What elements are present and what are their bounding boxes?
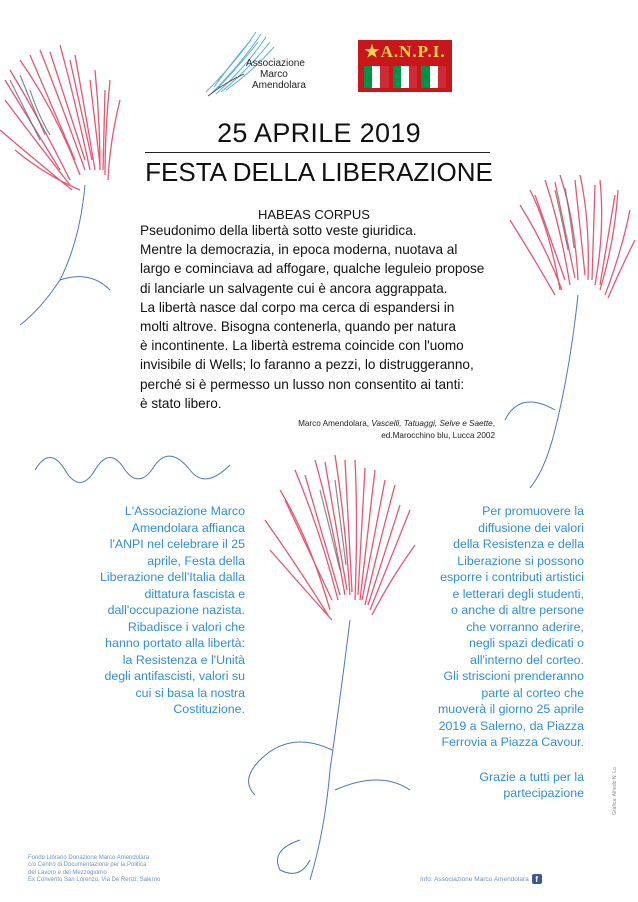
anpi-logo bbox=[358, 40, 452, 92]
left-line: Amendolara affianca bbox=[131, 520, 245, 535]
assoc-line-2: Marco bbox=[260, 69, 288, 80]
poem-line: è stato libero. bbox=[140, 395, 222, 411]
italian-flag-icon bbox=[364, 66, 389, 88]
poem-line: largo e cominciava ad affogare, qualche leguleio propose bbox=[140, 261, 485, 277]
right-line: 2019 a Salerno, da Piazza bbox=[438, 718, 584, 733]
left-line: dittatura fascista e bbox=[144, 586, 245, 601]
footer-line: del Lavoro e del Mezzogiorno bbox=[28, 869, 107, 876]
right-line: Gli striscioni prenderanno bbox=[443, 669, 584, 683]
right-line: Ferrovia a Piazza Cavour. bbox=[441, 735, 584, 749]
poem-line: Pseudonimo della libertà sotto veste giuridica. bbox=[140, 223, 417, 238]
right-line: muoverà il giorno 25 aprile bbox=[437, 702, 584, 716]
left-line: L'Associazione Marco bbox=[124, 504, 245, 518]
poem-line: di lanciarle un salvagente cui è ancora aggrappata. bbox=[140, 280, 448, 296]
assoc-line-1: Associazione bbox=[246, 58, 305, 69]
title-divider bbox=[145, 152, 490, 153]
poem-heading: HABEAS CORPUS bbox=[258, 207, 370, 222]
right-line: all'interno del corteo. bbox=[470, 652, 584, 667]
assoc-line-3: Amendolara bbox=[252, 80, 306, 91]
poem-line: invisibile di Wells; lo faranno a pezzi, lo distruggeranno, bbox=[140, 357, 474, 373]
left-line: degli antifascisti, valori su bbox=[104, 669, 245, 683]
right-line: Per promuovere la bbox=[482, 504, 584, 518]
poem-line: La libertà nasce dal corpo ma cerca di espandersi in bbox=[140, 299, 455, 315]
thanks-line: Grazie a tutti per la bbox=[479, 769, 584, 784]
left-line: dall'occupazione nazista. bbox=[107, 603, 245, 617]
right-line: negli spazi dedicati o bbox=[468, 636, 584, 650]
facebook-icon[interactable]: f bbox=[532, 874, 542, 884]
credit-vertical-text: Grafica: Alfredo N. Lo bbox=[612, 767, 618, 815]
scribble-left bbox=[30, 440, 240, 500]
left-line: Costituzione. bbox=[173, 702, 245, 716]
footer-line: Fondo Librario Donazione Marco Amendolara bbox=[28, 855, 150, 861]
poem-body bbox=[140, 221, 500, 413]
left-line: l'ANPI nel celebrare il 25 bbox=[109, 537, 245, 551]
italian-flag-icon bbox=[393, 66, 418, 88]
left-line: Liberazione dell'Italia dalla bbox=[100, 570, 245, 584]
right-line: che vorranno aderire, bbox=[466, 619, 584, 634]
title-date: 25 APRILE 2019 bbox=[217, 118, 421, 148]
italian-flag-icon bbox=[421, 66, 446, 88]
left-line: Ribadisce i valori che bbox=[127, 619, 245, 634]
title-event: FESTA DELLA LIBERAZIONE bbox=[145, 157, 493, 187]
associazione-logo-text bbox=[246, 58, 306, 91]
footer-address bbox=[28, 855, 160, 885]
footer-line: c/o Centro di Documentazione per la Politica bbox=[28, 862, 147, 869]
right-line: o anche di altre persone bbox=[451, 603, 584, 617]
left-line: la Resistenza e l'Unità bbox=[122, 652, 245, 667]
citation-works: Vascelli, Tatuaggi, Selve e Saette bbox=[371, 419, 493, 428]
footer-line: Ex Convento San Lorenzo, Via De Renzi, Salerno bbox=[28, 877, 161, 884]
anpi-flags bbox=[364, 66, 446, 88]
right-line: esporre i contributi artistici bbox=[440, 570, 584, 584]
poem-line: perché si è permesso un lusso non consentito ai tanti: bbox=[140, 376, 465, 392]
right-line: Liberazione si possono bbox=[457, 553, 584, 568]
poem-line: molti altrove. Bisogna contenerla, quando per natura bbox=[140, 319, 456, 335]
footer-info bbox=[420, 874, 542, 884]
poem-line: Mentre la democrazia, in epoca moderna, nuotava al bbox=[140, 242, 458, 258]
citation-line-2: ed.Marocchino blu, Lucca 2002 bbox=[381, 431, 495, 440]
right-column-text bbox=[404, 503, 584, 802]
left-column-text bbox=[40, 503, 245, 718]
anpi-label: ★A.N.P.I. bbox=[364, 42, 446, 61]
poem-citation bbox=[250, 418, 495, 442]
right-line: parte al corteo che bbox=[481, 685, 584, 700]
flower-right bbox=[500, 170, 638, 490]
left-line: aprile, Festa della bbox=[147, 553, 245, 568]
footer-info-text: Info: Associazione Marco Amendolara bbox=[420, 875, 529, 883]
right-line: della Resistenza e della bbox=[453, 537, 584, 551]
left-line: cui si basa la nostra bbox=[135, 685, 245, 700]
left-line: hanno portato alla libertà: bbox=[105, 636, 245, 650]
citation-author: Marco Amendolara, bbox=[298, 419, 372, 428]
thanks-line: partecipazione bbox=[503, 786, 584, 800]
citation-line-1: Marco Amendolara, Vascelli, Tatuaggi, Selve e Saette, bbox=[298, 419, 495, 428]
right-line: diffusione dei valori bbox=[478, 520, 584, 535]
right-line: e letterari degli studenti, bbox=[452, 586, 584, 601]
poem-line: è incontinente. La libertà estrema coincide con l'uomo bbox=[140, 338, 464, 354]
